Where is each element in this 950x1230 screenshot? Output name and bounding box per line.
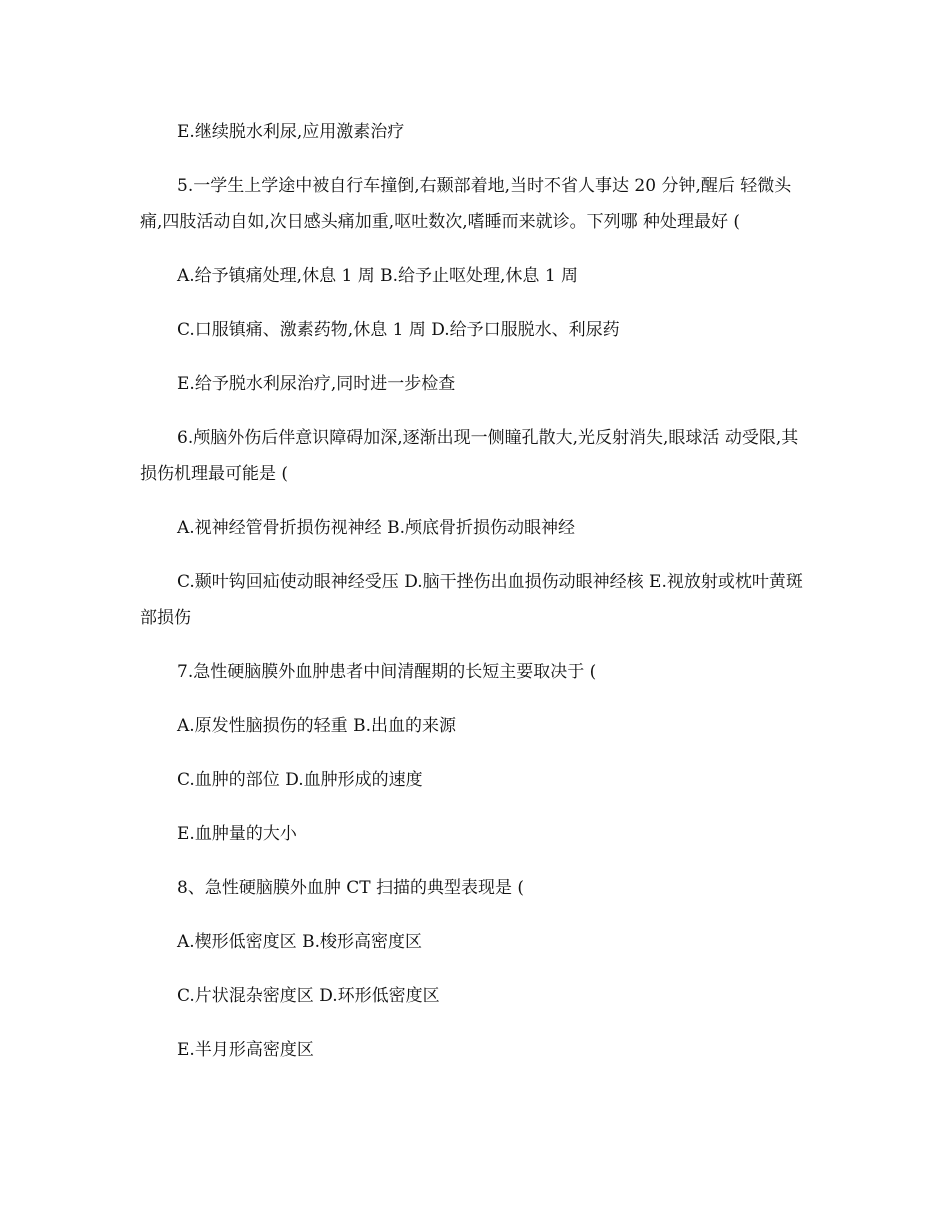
question-5: 5.一学生上学途中被自行车撞倒,右颞部着地,当时不省人事达 20 分钟,醒后 轻微头痛,四肢活动自如,次日感头痛加重,呕吐数次,嗜睡而来就诊。下列哪 种处理最好 (: [140, 176, 792, 232]
option-line: C.口服镇痛、激素药物,休息 1 周 D.给予口服脱水、利尿药: [177, 320, 620, 340]
option-line: A.原发性脑损伤的轻重 B.出血的来源: [177, 716, 456, 736]
option-line: E.半月形高密度区: [177, 1040, 314, 1060]
option-line: C.颞叶钩回疝使动眼神经受压 D.脑干挫伤出血损伤动眼神经核 E.视放射或枕叶黄斑部损伤: [140, 572, 803, 628]
option-line: C.片状混杂密度区 D.环形低密度区: [177, 986, 440, 1006]
option-line: A.给予镇痛处理,休息 1 周 B.给予止呕处理,休息 1 周: [177, 266, 579, 286]
option-line: C.血肿的部位 D.血肿形成的速度: [177, 770, 423, 790]
option-line: A.楔形低密度区 B.梭形高密度区: [177, 932, 422, 952]
question-7: 7.急性硬脑膜外血肿患者中间清醒期的长短主要取决于 (: [177, 662, 597, 682]
option-line: E.给予脱水利尿治疗,同时进一步检查: [177, 374, 456, 394]
option-line: E.继续脱水利尿,应用激素治疗: [177, 122, 405, 142]
question-8: 8、急性硬脑膜外血肿 CT 扫描的典型表现是 (: [177, 878, 525, 898]
document-body: [140, 114, 810, 1068]
question-6: 6.颅脑外伤后伴意识障碍加深,逐渐出现一侧瞳孔散大,光反射消失,眼球活 动受限,其损伤机理最可能是 (: [140, 428, 799, 484]
option-line: A.视神经管骨折损伤视神经 B.颅底骨折损伤动眼神经: [177, 518, 575, 538]
option-line: E.血肿量的大小: [177, 824, 297, 844]
